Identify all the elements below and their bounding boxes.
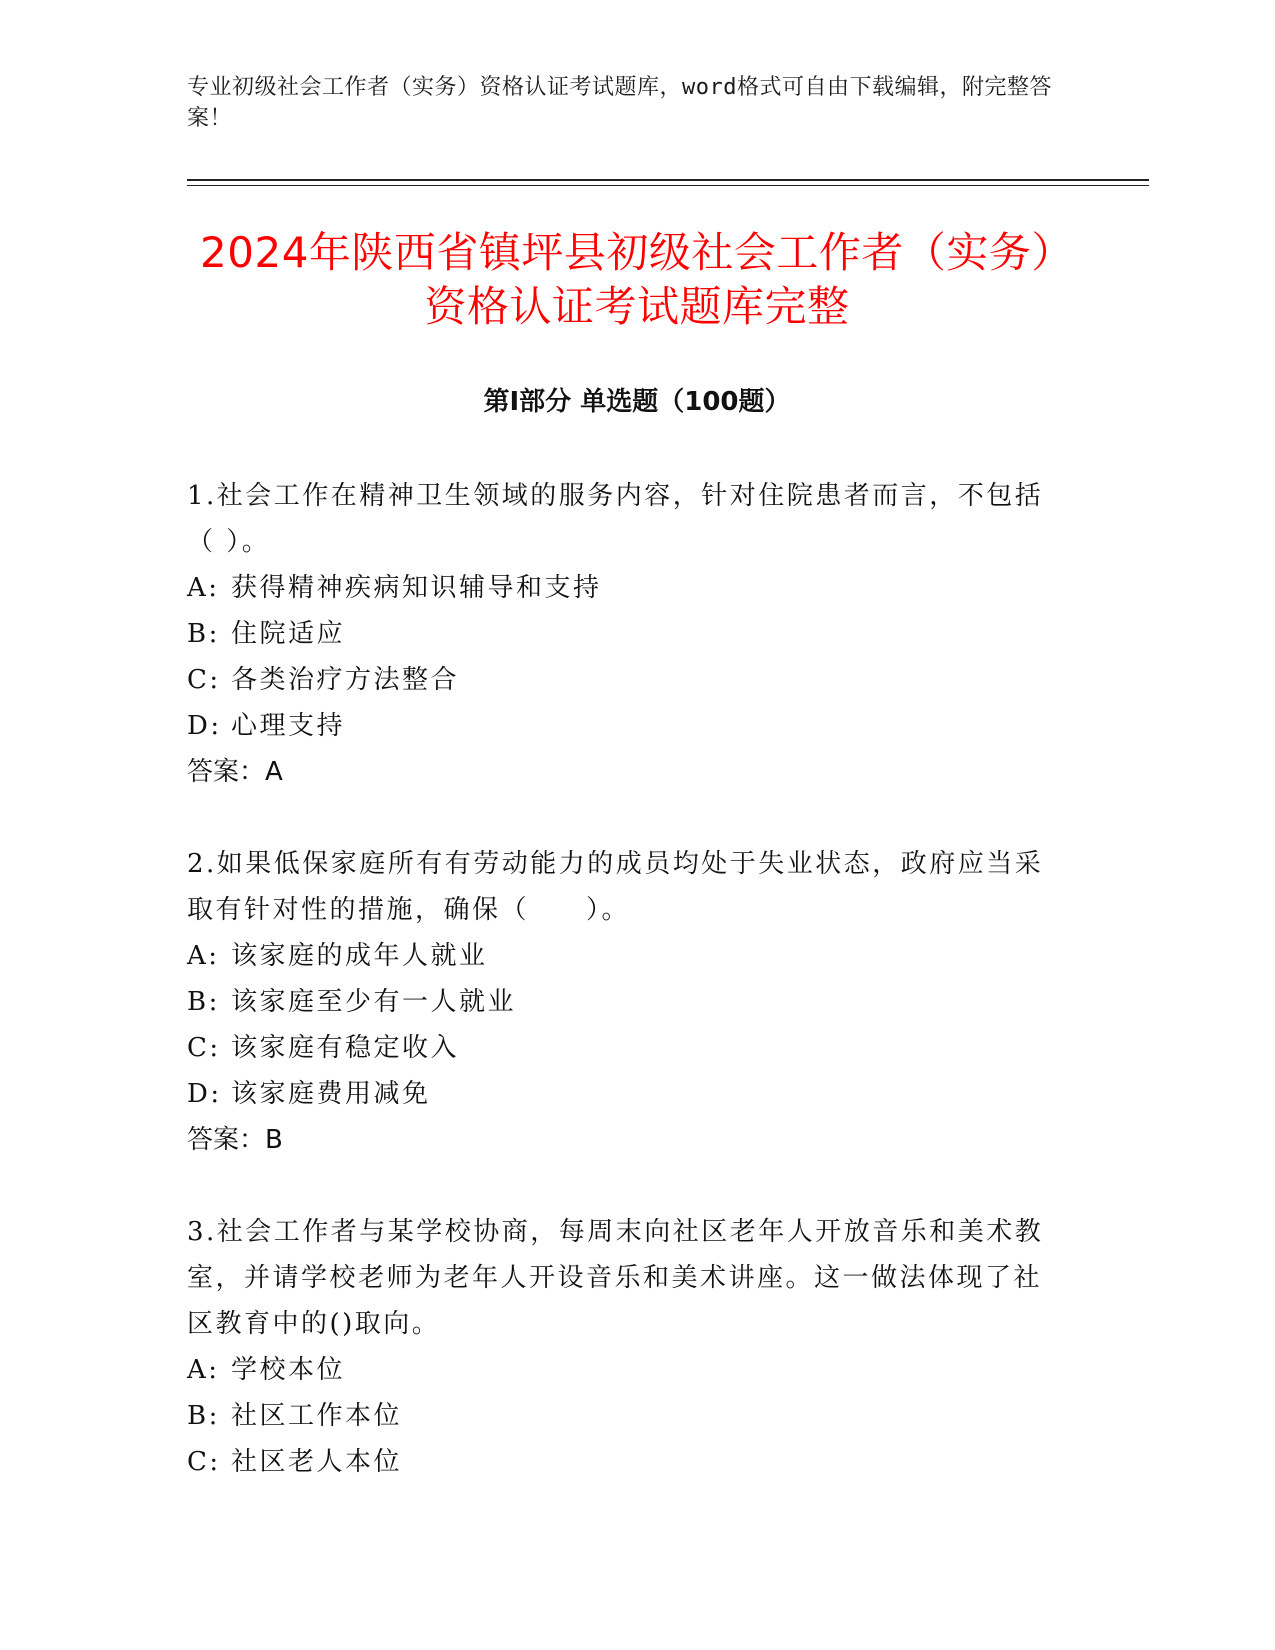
answer-line: 答案：A bbox=[187, 757, 283, 787]
option-text: 获得精神疾病知识辅导和支持 bbox=[231, 573, 602, 603]
header-divider-thin bbox=[187, 185, 1149, 186]
header-divider-thick bbox=[187, 179, 1149, 181]
option-text: 各类治疗方法整合 bbox=[231, 665, 460, 695]
question-stem: 3.社会工作者与某学校协商，每周末向社区老年人开放音乐和美术教室，并请学校老师为老年人开设音乐和美术讲座。这一做法体现了社区教育中的()取向。 bbox=[187, 1217, 1044, 1339]
option-key: C: bbox=[187, 1447, 221, 1477]
option-key: B: bbox=[187, 987, 220, 1017]
option-d bbox=[187, 1071, 1067, 1117]
question-1 bbox=[187, 473, 1067, 795]
option-key: C: bbox=[187, 1033, 221, 1063]
option-key: B: bbox=[187, 1401, 220, 1431]
option-text: 学校本位 bbox=[231, 1355, 346, 1385]
option-text: 住院适应 bbox=[231, 619, 346, 649]
option-text: 该家庭有稳定收入 bbox=[231, 1033, 460, 1063]
option-c bbox=[187, 1025, 1067, 1071]
option-text: 该家庭费用减免 bbox=[231, 1079, 431, 1109]
document-title: 2024年陕西省镇坪县初级社会工作者（实务）资格认证考试题库完整 bbox=[200, 228, 1074, 331]
question-stem: 2.如果低保家庭所有有劳动能力的成员均处于失业状态，政府应当采取有针对性的措施，确保（ ）。 bbox=[187, 849, 1044, 925]
option-c bbox=[187, 657, 1067, 703]
option-text: 社区老人本位 bbox=[231, 1447, 403, 1477]
option-key: A: bbox=[187, 1355, 220, 1385]
option-key: A: bbox=[187, 941, 220, 971]
option-text: 心理支持 bbox=[231, 711, 346, 741]
option-key: B: bbox=[187, 619, 220, 649]
answer-line: 答案：B bbox=[187, 1125, 283, 1155]
question-stem: 1.社会工作在精神卫生领域的服务内容，针对住院患者而言，不包括（ ）。 bbox=[187, 481, 1044, 557]
option-key: D: bbox=[187, 1079, 222, 1109]
option-key: C: bbox=[187, 665, 221, 695]
section-title: 第Ⅰ部分 单选题（100题） bbox=[483, 387, 791, 417]
question-2 bbox=[187, 841, 1067, 1163]
option-c bbox=[187, 1439, 1067, 1485]
option-a bbox=[187, 565, 1067, 611]
option-text: 该家庭至少有一人就业 bbox=[231, 987, 517, 1017]
question-list bbox=[187, 473, 1067, 1531]
option-text: 社区工作本位 bbox=[231, 1401, 403, 1431]
option-text: 该家庭的成年人就业 bbox=[231, 941, 488, 971]
option-key: D: bbox=[187, 711, 222, 741]
question-3 bbox=[187, 1209, 1067, 1485]
option-key: A: bbox=[187, 573, 220, 603]
option-b bbox=[187, 1393, 1067, 1439]
option-d bbox=[187, 703, 1067, 749]
option-b bbox=[187, 611, 1067, 657]
option-b bbox=[187, 979, 1067, 1025]
header-note: 专业初级社会工作者（实务）资格认证考试题库，word格式可自由下载编辑，附完整答案！ bbox=[187, 75, 1052, 131]
option-a bbox=[187, 933, 1067, 979]
option-a bbox=[187, 1347, 1067, 1393]
